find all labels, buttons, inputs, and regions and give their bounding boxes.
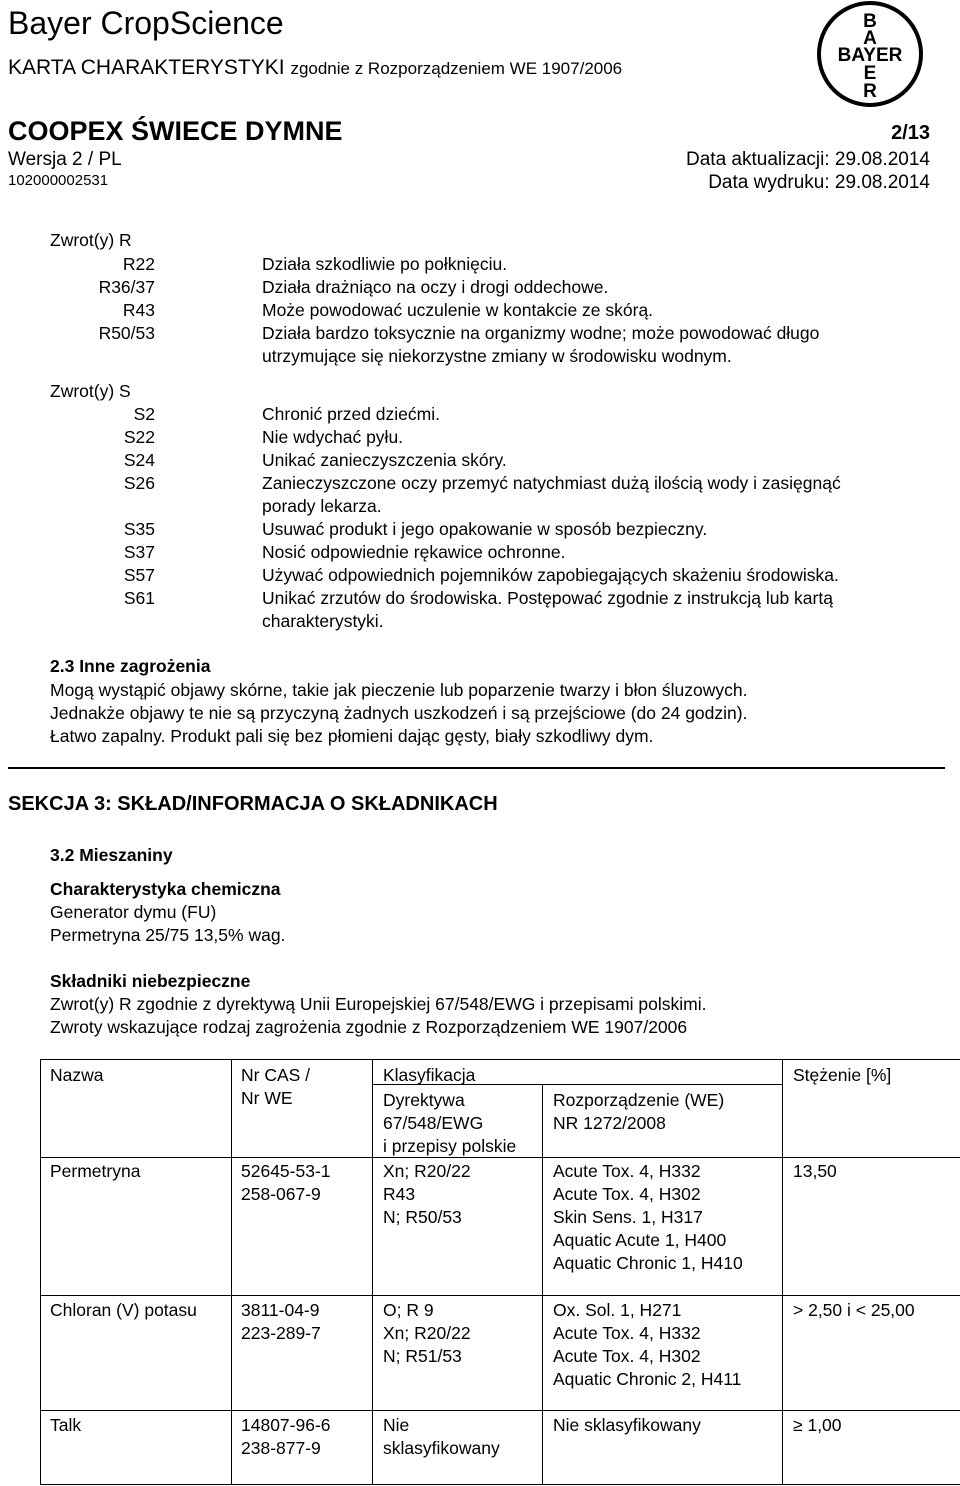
s-text: Nie wdychać pyłu. bbox=[262, 427, 404, 447]
col-header-regulation: NR 1272/2008 bbox=[553, 1113, 666, 1133]
s-code: S2 bbox=[133, 404, 155, 424]
s-code: S22 bbox=[123, 427, 155, 447]
cell-directive: N; R51/53 bbox=[383, 1346, 462, 1366]
col-header-name: Nazwa bbox=[50, 1065, 104, 1085]
company-name: Bayer CropScience bbox=[8, 5, 284, 41]
cell-name: Talk bbox=[50, 1415, 82, 1435]
document-number: 102000002531 bbox=[8, 172, 109, 189]
other-hazards-title: 2.3 Inne zagrożenia bbox=[50, 656, 211, 676]
s-text: Nosić odpowiednie rękawice ochronne. bbox=[262, 542, 566, 562]
update-date: Data aktualizacji: 29.08.2014 bbox=[686, 149, 930, 170]
logo-word: BAYER bbox=[837, 45, 903, 66]
s-text-cont: porady lekarza. bbox=[262, 496, 382, 516]
table-border-left bbox=[40, 1059, 41, 1484]
logo-letter-a: A bbox=[863, 28, 877, 49]
r-text: Może powodować uczulenie w kontakcie ze skórą. bbox=[262, 300, 654, 320]
cell-directive: Nie bbox=[383, 1415, 410, 1435]
r-text: Działa drażniąco na oczy i drogi oddechowe. bbox=[262, 277, 609, 297]
col-header-cas: Nr WE bbox=[241, 1088, 293, 1108]
subsection-title: 3.2 Mieszaniny bbox=[50, 845, 173, 865]
logo-letter-r: R bbox=[863, 81, 877, 102]
page-number: 2/13 bbox=[891, 122, 930, 144]
table-border bbox=[40, 1410, 960, 1411]
cell-regulation: Acute Tox. 4, H332 bbox=[553, 1323, 701, 1343]
s-text: Unikać zanieczyszczenia skóry. bbox=[262, 450, 507, 470]
cell-cas: 3811-04-9 bbox=[241, 1300, 320, 1320]
print-date: Data wydruku: 29.08.2014 bbox=[708, 172, 930, 193]
hazardous-components-line: Zwrot(y) R zgodnie z dyrektywą Unii Europejskiej 67/548/EWG i przepisami polskimi. bbox=[50, 994, 707, 1014]
r-code: R36/37 bbox=[98, 277, 155, 297]
col-header-classification: Klasyfikacja bbox=[383, 1065, 476, 1085]
document-type-main: KARTA CHARAKTERYSTYKI bbox=[8, 56, 285, 79]
cell-concentration: 13,50 bbox=[793, 1161, 837, 1181]
cell-cas: 14807-96-6 bbox=[241, 1415, 331, 1435]
r-text-cont: utrzymujące się niekorzystne zmiany w środowisku wodnym. bbox=[262, 346, 732, 366]
s-text: Usuwać produkt i jego opakowanie w sposób bezpieczny. bbox=[262, 519, 708, 539]
cell-regulation: Nie sklasyfikowany bbox=[553, 1415, 701, 1435]
table-border-top bbox=[40, 1059, 960, 1060]
table-border-bottom bbox=[40, 1484, 960, 1485]
r-code: R50/53 bbox=[98, 323, 155, 343]
col-header-cas: Nr CAS / bbox=[241, 1065, 311, 1085]
document-type-regulation: zgodnie z Rozporządzeniem WE 1907/2006 bbox=[290, 59, 623, 78]
document-type bbox=[8, 55, 622, 82]
s-code: S57 bbox=[123, 565, 155, 585]
cell-name: Permetryna bbox=[50, 1161, 141, 1181]
chem-char-title: Charakterystyka chemiczna bbox=[50, 879, 281, 899]
section-3-title: SEKCJA 3: SKŁAD/INFORMACJA O SKŁADNIKACH bbox=[8, 793, 498, 815]
r-code: R22 bbox=[122, 254, 155, 274]
r-text: Działa szkodliwie po połknięciu. bbox=[262, 254, 508, 274]
cell-regulation: Acute Tox. 4, H302 bbox=[553, 1184, 701, 1204]
cell-cas: 238-877-9 bbox=[241, 1438, 321, 1458]
cell-regulation: Aquatic Chronic 1, H410 bbox=[553, 1253, 743, 1273]
s-code: S24 bbox=[123, 450, 155, 470]
version: Wersja 2 / PL bbox=[8, 149, 122, 170]
cell-cas: 52645-53-1 bbox=[241, 1161, 331, 1181]
cell-directive: N; R50/53 bbox=[383, 1207, 462, 1227]
cell-directive: Xn; R20/22 bbox=[383, 1323, 471, 1343]
cell-name: Chloran (V) potasu bbox=[50, 1300, 197, 1320]
logo-letter-e: E bbox=[863, 63, 877, 84]
hazardous-components-title: Składniki niebezpieczne bbox=[50, 971, 251, 991]
product-name: COOPEX ŚWIECE DYMNE bbox=[8, 116, 343, 146]
cell-concentration: ≥ 1,00 bbox=[793, 1415, 842, 1435]
other-hazards-line: Mogą wystąpić objawy skórne, takie jak pieczenie lub poparzenie twarzy i błon śluzowych. bbox=[50, 680, 748, 700]
cell-directive: R43 bbox=[383, 1184, 416, 1204]
table-border bbox=[372, 1059, 373, 1484]
col-header-directive: Dyrektywa bbox=[383, 1090, 465, 1110]
s-code: S61 bbox=[123, 588, 155, 608]
col-header-concentration: Stężenie [%] bbox=[793, 1065, 892, 1085]
other-hazards-line: Jednakże objawy te nie są przyczyną żadnych uszkodzeń i są przejściowe (do 24 godzin). bbox=[50, 703, 748, 723]
chem-char-line: Permetryna 25/75 13,5% wag. bbox=[50, 925, 286, 945]
cell-concentration: > 2,50 i < 25,00 bbox=[793, 1300, 915, 1320]
s-code: S26 bbox=[123, 473, 155, 493]
col-header-directive: i przepisy polskie bbox=[383, 1136, 517, 1156]
other-hazards-line: Łatwo zapalny. Produkt pali się bez płomieni dając gęsty, biały szkodliwy dym. bbox=[50, 726, 654, 746]
section-divider bbox=[8, 767, 945, 769]
logo-letter-b: B bbox=[863, 11, 877, 32]
cell-directive: sklasyfikowany bbox=[383, 1438, 500, 1458]
cell-regulation: Acute Tox. 4, H302 bbox=[553, 1346, 701, 1366]
s-code: S37 bbox=[123, 542, 155, 562]
cell-regulation: Ox. Sol. 1, H271 bbox=[553, 1300, 682, 1320]
col-header-regulation: Rozporządzenie (WE) bbox=[553, 1090, 725, 1110]
table-border bbox=[40, 1295, 960, 1296]
s-phrases-label: Zwrot(y) S bbox=[50, 381, 131, 401]
cell-cas: 223-289-7 bbox=[241, 1323, 321, 1343]
col-header-directive: 67/548/EWG bbox=[383, 1113, 484, 1133]
s-text: Używać odpowiednich pojemników zapobiegających skażeniu środowiska. bbox=[262, 565, 839, 585]
cell-regulation: Aquatic Acute 1, H400 bbox=[553, 1230, 727, 1250]
s-text: Zanieczyszczone oczy przemyć natychmiast dużą ilością wody i zasięgnąć bbox=[262, 473, 841, 493]
s-text: Unikać zrzutów do środowiska. Postępować zgodnie z instrukcją lub kartą bbox=[262, 588, 833, 608]
table-border bbox=[782, 1059, 783, 1484]
cell-directive: Xn; R20/22 bbox=[383, 1161, 471, 1181]
hazardous-components-line: Zwroty wskazujące rodzaj zagrożenia zgodnie z Rozporządzeniem WE 1907/2006 bbox=[50, 1017, 688, 1037]
cell-regulation: Aquatic Chronic 2, H411 bbox=[553, 1369, 742, 1389]
r-text: Działa bardzo toksycznie na organizmy wodne; może powodować długo bbox=[262, 323, 820, 343]
s-code: S35 bbox=[123, 519, 155, 539]
r-phrases-label: Zwrot(y) R bbox=[50, 230, 132, 250]
s-text-cont: charakterystyki. bbox=[262, 611, 384, 631]
chem-char-line: Generator dymu (FU) bbox=[50, 902, 217, 922]
cell-cas: 258-067-9 bbox=[241, 1184, 321, 1204]
s-text: Chronić przed dziećmi. bbox=[262, 404, 440, 424]
cell-regulation: Acute Tox. 4, H332 bbox=[553, 1161, 701, 1181]
cell-directive: O; R 9 bbox=[383, 1300, 434, 1320]
r-code: R43 bbox=[122, 300, 155, 320]
bayer-logo bbox=[816, 0, 924, 108]
cell-regulation: Skin Sens. 1, H317 bbox=[553, 1207, 703, 1227]
table-border bbox=[542, 1084, 543, 1484]
table-border bbox=[231, 1059, 232, 1484]
